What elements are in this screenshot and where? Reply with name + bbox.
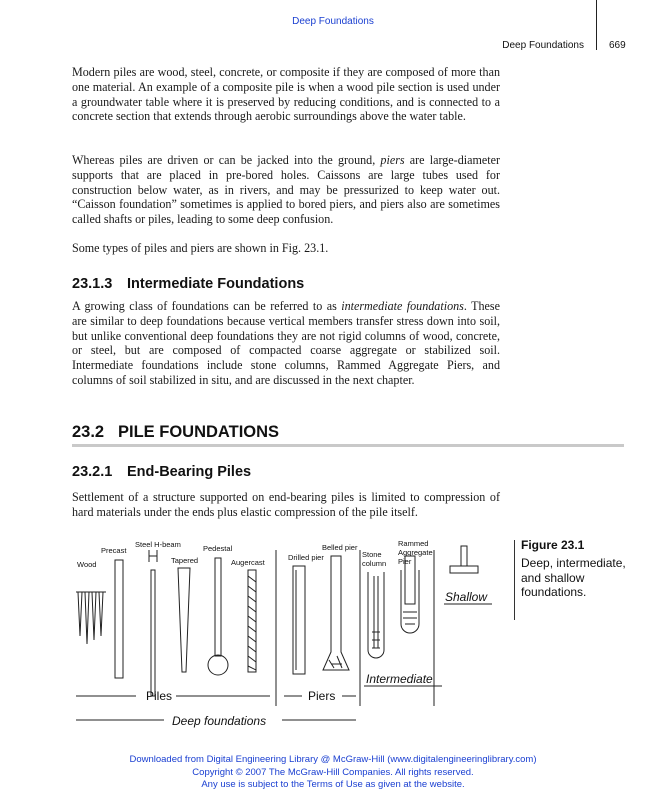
label-pedestal: Pedestal	[203, 544, 233, 553]
paragraph-intermediate-foundations	[72, 299, 500, 388]
page-number: 669	[609, 40, 626, 51]
figure-caption-text: Deep, intermediate, and shallow foundations.	[521, 556, 626, 599]
label-augercast: Augercast	[231, 558, 265, 567]
running-header-title: Deep Foundations	[502, 40, 584, 51]
section-heading-pile-foundations	[72, 423, 279, 442]
paragraph-end-bearing-piles: Settlement of a structure supported on end-bearing piles is limited to compression of hard materials under the ends plus elastic compression of the pile itself.	[72, 490, 500, 519]
label-rammed-line3: Pier	[398, 557, 412, 566]
shallow-footing-drawing	[450, 546, 478, 573]
label-shallow: Shallow	[445, 590, 488, 604]
label-stone-column-line2: column	[362, 559, 387, 568]
footer-download-link[interactable]: Downloaded from Digital Engineering Library @ McGraw-Hill (www.digitalengineeringlibrary.com)	[129, 754, 537, 765]
paragraph-figure-reference: Some types of piles and piers are shown in Fig. 23.1.	[72, 241, 329, 255]
caption-rule	[514, 540, 515, 620]
section-number: 23.1.3	[72, 276, 113, 292]
label-intermediate: Intermediate	[366, 672, 433, 686]
tapered-pile-drawing	[178, 568, 190, 672]
label-wood: Wood	[77, 560, 97, 569]
section-title: End-Bearing Piles	[127, 464, 252, 480]
section-heading-intermediate-foundations	[72, 276, 304, 292]
footer	[0, 754, 666, 792]
augercast-pile-drawing	[248, 570, 256, 672]
label-rammed-line2: Aggregate	[398, 548, 433, 557]
belled-pier-drawing	[323, 556, 349, 670]
paragraph-text: A growing class of foundations can be referred to as	[72, 299, 342, 313]
paragraph-text: are large-diameter supports that are placed in pre-bored holes. Caissons are large tubes used for construction below water, as in rivers, and may be pressurized to keep water out. “Caisson foundation” sometimes is applied to bored piers, and piers also are sometimes called shafts or piles, leading to some deep confusion.	[72, 153, 501, 227]
section-rule	[72, 444, 624, 447]
footer-terms[interactable]: Any use is subject to the Terms of Use as given at the website.	[201, 779, 465, 790]
figure-caption-label: Figure 23.1	[521, 538, 585, 552]
label-tapered: Tapered	[171, 556, 199, 565]
figure-foundations-diagram	[72, 536, 508, 736]
label-piers: Piers	[308, 689, 336, 703]
label-rammed-line1: Rammed	[398, 539, 429, 548]
label-piles: Piles	[146, 689, 173, 703]
emphasis-term: piers	[380, 153, 405, 167]
top-link[interactable]: Deep Foundations	[292, 16, 374, 27]
pedestal-pile-drawing	[208, 558, 228, 675]
wood-pile-drawing	[76, 592, 106, 644]
header-divider	[596, 0, 597, 50]
rammed-aggregate-pier-drawing	[401, 556, 419, 633]
section-number: 23.2	[72, 423, 105, 441]
paragraph-modern-piles: Modern piles are wood, steel, concrete, or composite if they are composed of more than one material. An example of a composite pile is when a wood pile section is used under a groundwater table where it is preserved by reducing conditions, and is connected to a concrete section that extends through aerobic surroundings above the water table.	[72, 65, 500, 124]
precast-pile-drawing	[115, 560, 123, 678]
paragraph-piers	[72, 153, 500, 227]
section-heading-end-bearing-piles	[72, 464, 251, 480]
footer-copyright: Copyright © 2007 The McGraw-Hill Companies. All rights reserved.	[192, 766, 474, 778]
drilled-pier-drawing	[293, 566, 305, 674]
stone-column-drawing	[368, 572, 384, 658]
label-precast: Precast	[101, 546, 127, 555]
paragraph-text: Whereas piles are driven or can be jacked into the ground,	[72, 153, 381, 167]
steel-h-beam-drawing	[149, 550, 157, 696]
paragraph-text: . These are similar to deep foundations because vertical members transfer stress down into soil, but unlike conventional deep foundations they are not rigid columns of wood, concrete, or steel, but are composed of compacted coarse aggregate or stabilized soil. Intermediate foundations include stone columns, Rammed Aggregate Piers, and columns of soil stabilized in situ, and are discussed in the next chapter.	[72, 299, 500, 387]
label-steel-h-beam: Steel H-beam	[135, 540, 181, 549]
label-deep-foundations: Deep foundations	[172, 714, 267, 728]
label-drilled-pier: Drilled pier	[288, 553, 324, 562]
label-belled-pier: Belled pier	[322, 543, 358, 552]
emphasis-term: intermediate foundations	[341, 299, 464, 313]
section-title: Intermediate Foundations	[127, 276, 305, 292]
section-title: PILE FOUNDATIONS	[118, 423, 280, 441]
label-stone-column-line1: Stone	[362, 550, 382, 559]
section-number: 23.2.1	[72, 464, 113, 480]
